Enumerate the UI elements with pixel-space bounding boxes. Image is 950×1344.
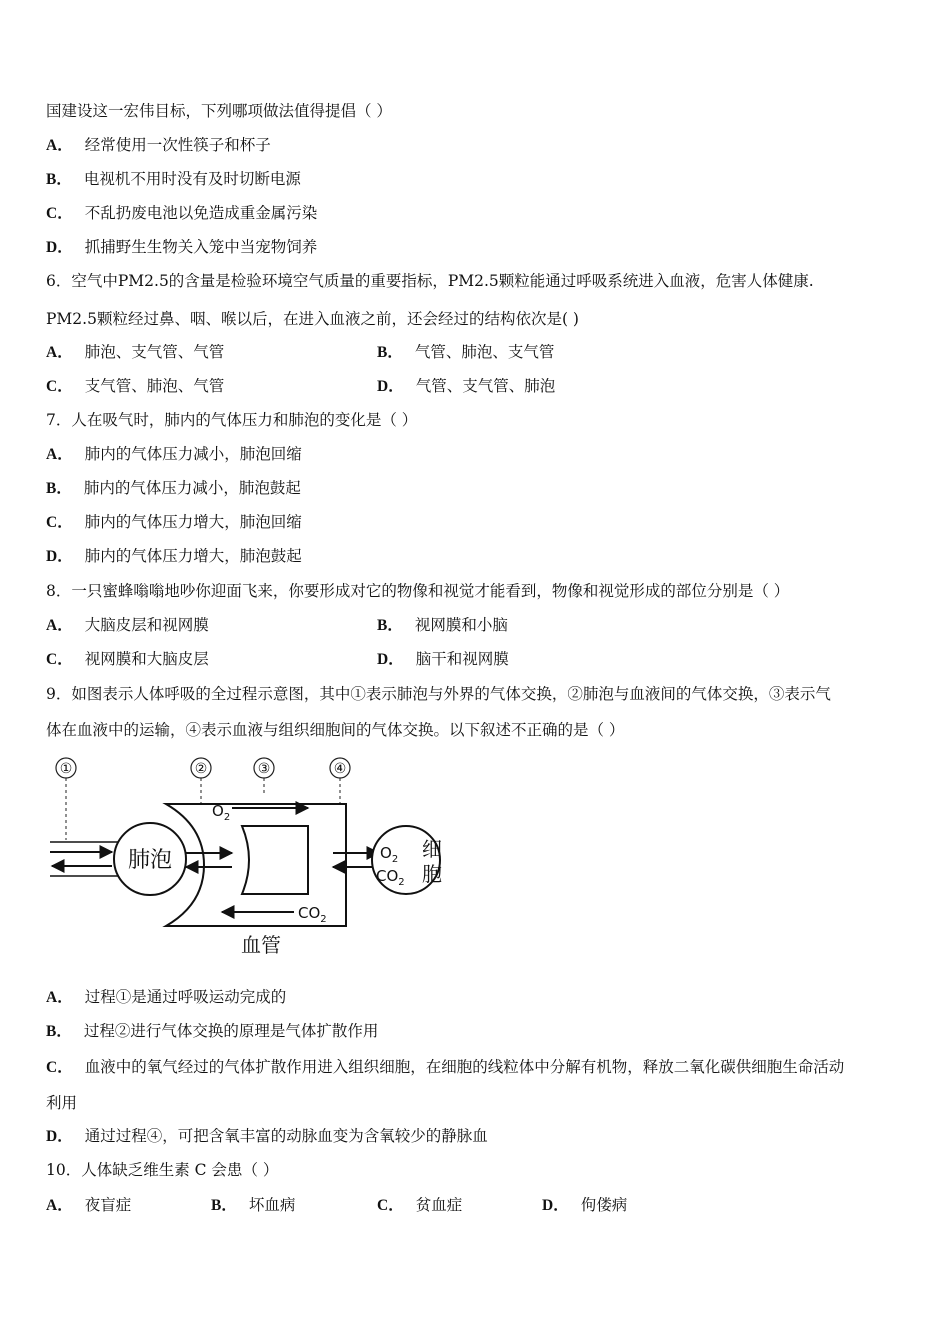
co2-symbol: CO	[298, 904, 321, 922]
cell-label-bottom: 胞	[422, 862, 442, 886]
q10-option-c[interactable]	[377, 1194, 462, 1217]
option-text: 过程①是通过呼吸运动完成的	[84, 988, 287, 1006]
q5-option-c[interactable]	[46, 202, 317, 225]
vessel-label: 血管	[241, 933, 281, 957]
option-text: 视网膜和大脑皮层	[84, 650, 209, 668]
option-letter: D．	[377, 651, 404, 668]
option-text: 肺内的气体压力增大，肺泡回缩	[84, 513, 302, 531]
q9-stem-line2: 体在血液中的运输，④表示血液与组织细胞间的气体交换。以下叙述不正确的是（ ）	[46, 721, 625, 739]
option-letter: D．	[46, 1128, 73, 1145]
option-letter: C．	[46, 1059, 73, 1076]
q8-stem: 8．一只蜜蜂嗡嗡地吵你迎面飞来，你要形成对它的物像和视觉才能看到，物像和视觉形成的部位分别是（ ）	[46, 582, 790, 600]
option-text: 肺内的气体压力减小，肺泡回缩	[84, 445, 302, 463]
q6-option-a[interactable]	[46, 341, 224, 364]
q8-option-d[interactable]	[377, 648, 509, 671]
option-text: 肺内的气体压力减小，肺泡鼓起	[83, 479, 301, 497]
option-text: 大脑皮层和视网膜	[84, 616, 209, 634]
option-text: 肺泡、支气管、气管	[84, 343, 225, 361]
option-letter: B．	[46, 1023, 72, 1040]
cell-label-top: 细	[422, 837, 442, 861]
q10-option-d[interactable]	[542, 1194, 627, 1217]
q5-option-a[interactable]	[46, 134, 271, 157]
cell-co2-subscript: 2	[398, 877, 405, 888]
marker-2-label: ②	[194, 761, 208, 777]
marker-3	[254, 758, 274, 778]
q7-stem: 7．人在吸气时，肺内的气体压力和肺泡的变化是（ ）	[46, 411, 418, 429]
option-letter: D．	[46, 548, 73, 565]
o2-subscript: 2	[223, 812, 231, 823]
alveolus-label: 肺泡	[127, 848, 173, 873]
co2-subscript: 2	[320, 914, 327, 925]
option-text: 视网膜和小脑	[414, 616, 508, 634]
option-letter: B．	[377, 344, 403, 361]
q7-option-b[interactable]	[46, 477, 301, 500]
option-text: 过程②进行气体交换的原理是气体扩散作用	[83, 1022, 379, 1040]
q8-option-a[interactable]	[46, 614, 209, 637]
option-letter: C．	[46, 514, 73, 531]
option-letter: D．	[377, 378, 404, 395]
q7-option-a[interactable]	[46, 443, 302, 466]
option-text: 经常使用一次性筷子和杯子	[84, 136, 271, 154]
option-text: 血液中的氧气经过的气体扩散作用进入组织细胞，在细胞的线粒体中分解有机物，释放二氧化碳供细胞生命活动	[84, 1058, 845, 1076]
option-text: 通过过程④，可把含氧丰富的动脉血变为含氧较少的静脉血	[84, 1127, 488, 1145]
option-text: 夜盲症	[84, 1196, 132, 1214]
option-letter: C．	[46, 378, 73, 395]
option-letter: C．	[46, 651, 73, 668]
option-text: 肺内的气体压力增大，肺泡鼓起	[84, 547, 302, 565]
option-letter: D．	[46, 239, 73, 256]
option-text: 气管、支气管、肺泡	[415, 377, 556, 395]
option-text: 坏血病	[248, 1196, 296, 1214]
option-letter: B．	[211, 1197, 237, 1214]
q5-option-d[interactable]	[46, 236, 317, 259]
option-text: 佝偻病	[580, 1196, 628, 1214]
marker-2	[191, 758, 211, 778]
option-letter: A．	[46, 617, 73, 634]
q9-option-c[interactable]	[46, 1056, 844, 1079]
option-text: 气管、肺泡、支气管	[414, 343, 555, 361]
q6-stem-line2: PM2.5颗粒经过鼻、咽、喉以后，在进入血液之前，还会经过的结构依次是( )	[46, 310, 579, 328]
q6-option-b[interactable]	[377, 341, 554, 364]
option-letter: B．	[46, 171, 72, 188]
option-letter: A．	[46, 1197, 73, 1214]
option-letter: B．	[377, 617, 403, 634]
q10-option-a[interactable]	[46, 1194, 131, 1217]
q9-option-c-continued: 利用	[46, 1094, 78, 1112]
marker-1	[56, 758, 76, 778]
option-text: 脑干和视网膜	[415, 650, 509, 668]
option-text: 贫血症	[415, 1196, 463, 1214]
marker-1-label: ①	[59, 761, 73, 777]
marker-3-label: ③	[257, 761, 271, 777]
option-letter: A．	[46, 446, 73, 463]
q8-option-b[interactable]	[377, 614, 508, 637]
q7-option-c[interactable]	[46, 511, 302, 534]
cell-o2-symbol: O	[380, 844, 392, 862]
q9-stem-line1: 9．如图表示人体呼吸的全过程示意图，其中①表示肺泡与外界的气体交换，②肺泡与血液间的气体交换，③表示气	[46, 685, 831, 703]
option-text: 抓捕野生生物关入笼中当宠物饲养	[84, 238, 318, 256]
marker-4	[330, 758, 350, 778]
q9-option-d[interactable]	[46, 1125, 488, 1148]
q8-option-c[interactable]	[46, 648, 209, 671]
option-letter: B．	[46, 480, 72, 497]
q7-option-d[interactable]	[46, 545, 302, 568]
q9-option-a[interactable]	[46, 986, 286, 1009]
option-letter: D．	[542, 1197, 569, 1214]
option-letter: C．	[377, 1197, 404, 1214]
option-letter: A．	[46, 989, 73, 1006]
o2-symbol: O	[212, 802, 224, 820]
option-letter: C．	[46, 205, 73, 222]
q6-option-d[interactable]	[377, 375, 555, 398]
q6-option-c[interactable]	[46, 375, 224, 398]
marker-4-label: ④	[333, 761, 347, 777]
option-text: 不乱扔废电池以免造成重金属污染	[84, 204, 318, 222]
option-text: 电视机不用时没有及时切断电源	[83, 170, 301, 188]
q10-option-b[interactable]	[211, 1194, 295, 1217]
option-letter: A．	[46, 344, 73, 361]
cell-co2-symbol: CO	[376, 867, 399, 885]
option-text: 支气管、肺泡、气管	[84, 377, 225, 395]
option-letter: A．	[46, 137, 73, 154]
cell-o2-subscript: 2	[391, 854, 399, 865]
q6-stem-line1: 6．空气中PM2.5的含量是检验环境空气质量的重要指标，PM2.5颗粒能通过呼吸系统进入血液，危害人体健康.	[46, 272, 814, 290]
q5-option-b[interactable]	[46, 168, 301, 191]
q9-option-b[interactable]	[46, 1020, 378, 1043]
q10-stem: 10．人体缺乏维生素 C 会患（ ）	[46, 1161, 279, 1179]
q5-stem-continued: 国建设这一宏伟目标，下列哪项做法值得提倡（ ）	[46, 102, 392, 120]
respiration-diagram	[46, 754, 446, 960]
vessel-inner-wall	[242, 826, 308, 894]
